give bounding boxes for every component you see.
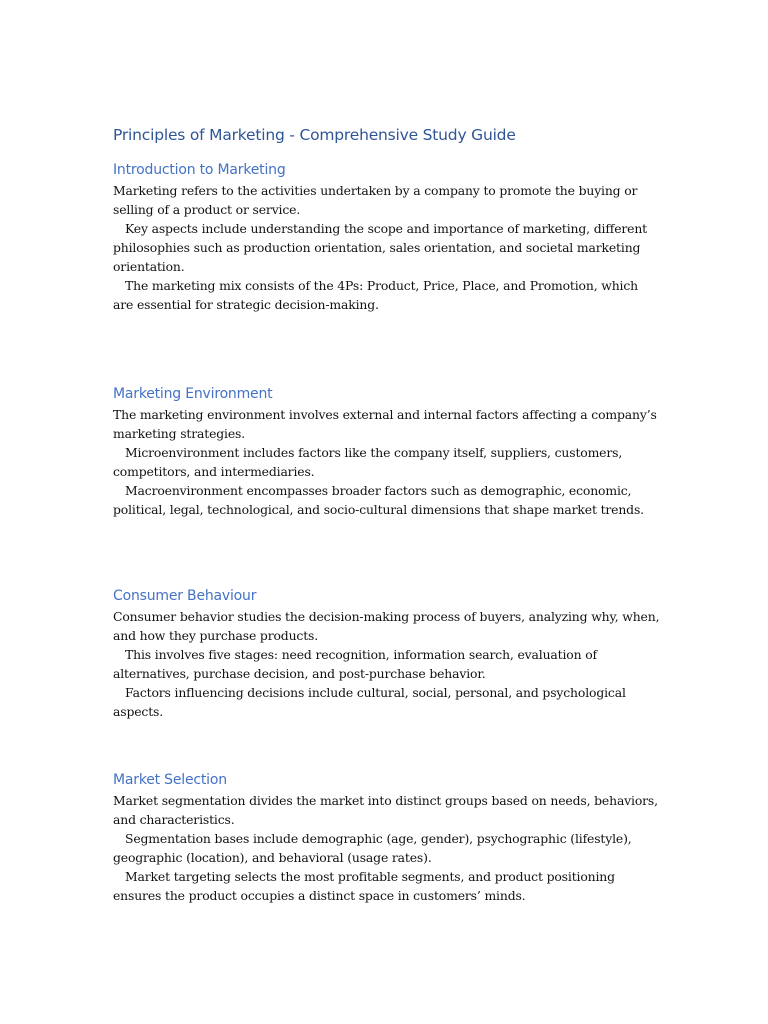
paragraph: The marketing environment involves external and internal factors affecting a company’s marketing strategies. <box>113 407 657 441</box>
section-marketing-environment <box>113 384 661 519</box>
paragraph: Factors influencing decisions include cultural, social, personal, and psychological aspects. <box>113 685 626 719</box>
paragraph: Market segmentation divides the market into distinct groups based on needs, behaviors, and characteristics. <box>113 793 658 827</box>
paragraph: Segmentation bases include demographic (age, gender), psychographic (lifestyle), geographic (location), and behavioral (usage rates). <box>113 831 632 865</box>
paragraph: The marketing mix consists of the 4Ps: Product, Price, Place, and Promotion, which are essential for strategic decision-making. <box>113 278 638 312</box>
section-heading: Introduction to Marketing <box>113 162 286 178</box>
section-heading: Market Selection <box>113 772 227 788</box>
document-title: Principles of Marketing - Comprehensive Study Guide <box>113 126 516 144</box>
paragraph: Microenvironment includes factors like the company itself, suppliers, customers, competitors, and intermediaries. <box>113 445 623 479</box>
paragraph: Consumer behavior studies the decision-making process of buyers, analyzing why, when, and how they purchase products. <box>113 609 660 643</box>
section-heading: Consumer Behaviour <box>113 588 257 604</box>
paragraph: This involves five stages: need recognition, information search, evaluation of alternatives, purchase decision, and post-purchase behavior. <box>113 647 597 681</box>
section-consumer-behaviour <box>113 586 661 721</box>
paragraph: Key aspects include understanding the scope and importance of marketing, different philosophies such as production orientation, sales orientation, and societal marketing orientation. <box>113 221 647 274</box>
section-market-selection <box>113 770 661 905</box>
section-heading: Marketing Environment <box>113 386 273 402</box>
section-introduction <box>113 160 661 314</box>
document-page <box>113 124 661 903</box>
paragraph: Marketing refers to the activities undertaken by a company to promote the buying or selling of a product or service. <box>113 183 638 217</box>
paragraph: Market targeting selects the most profitable segments, and product positioning ensures the product occupies a distinct space in customers’ minds. <box>113 869 615 903</box>
paragraph: Macroenvironment encompasses broader factors such as demographic, economic, political, legal, technological, and socio-cultural dimensions that shape market trends. <box>113 483 644 517</box>
